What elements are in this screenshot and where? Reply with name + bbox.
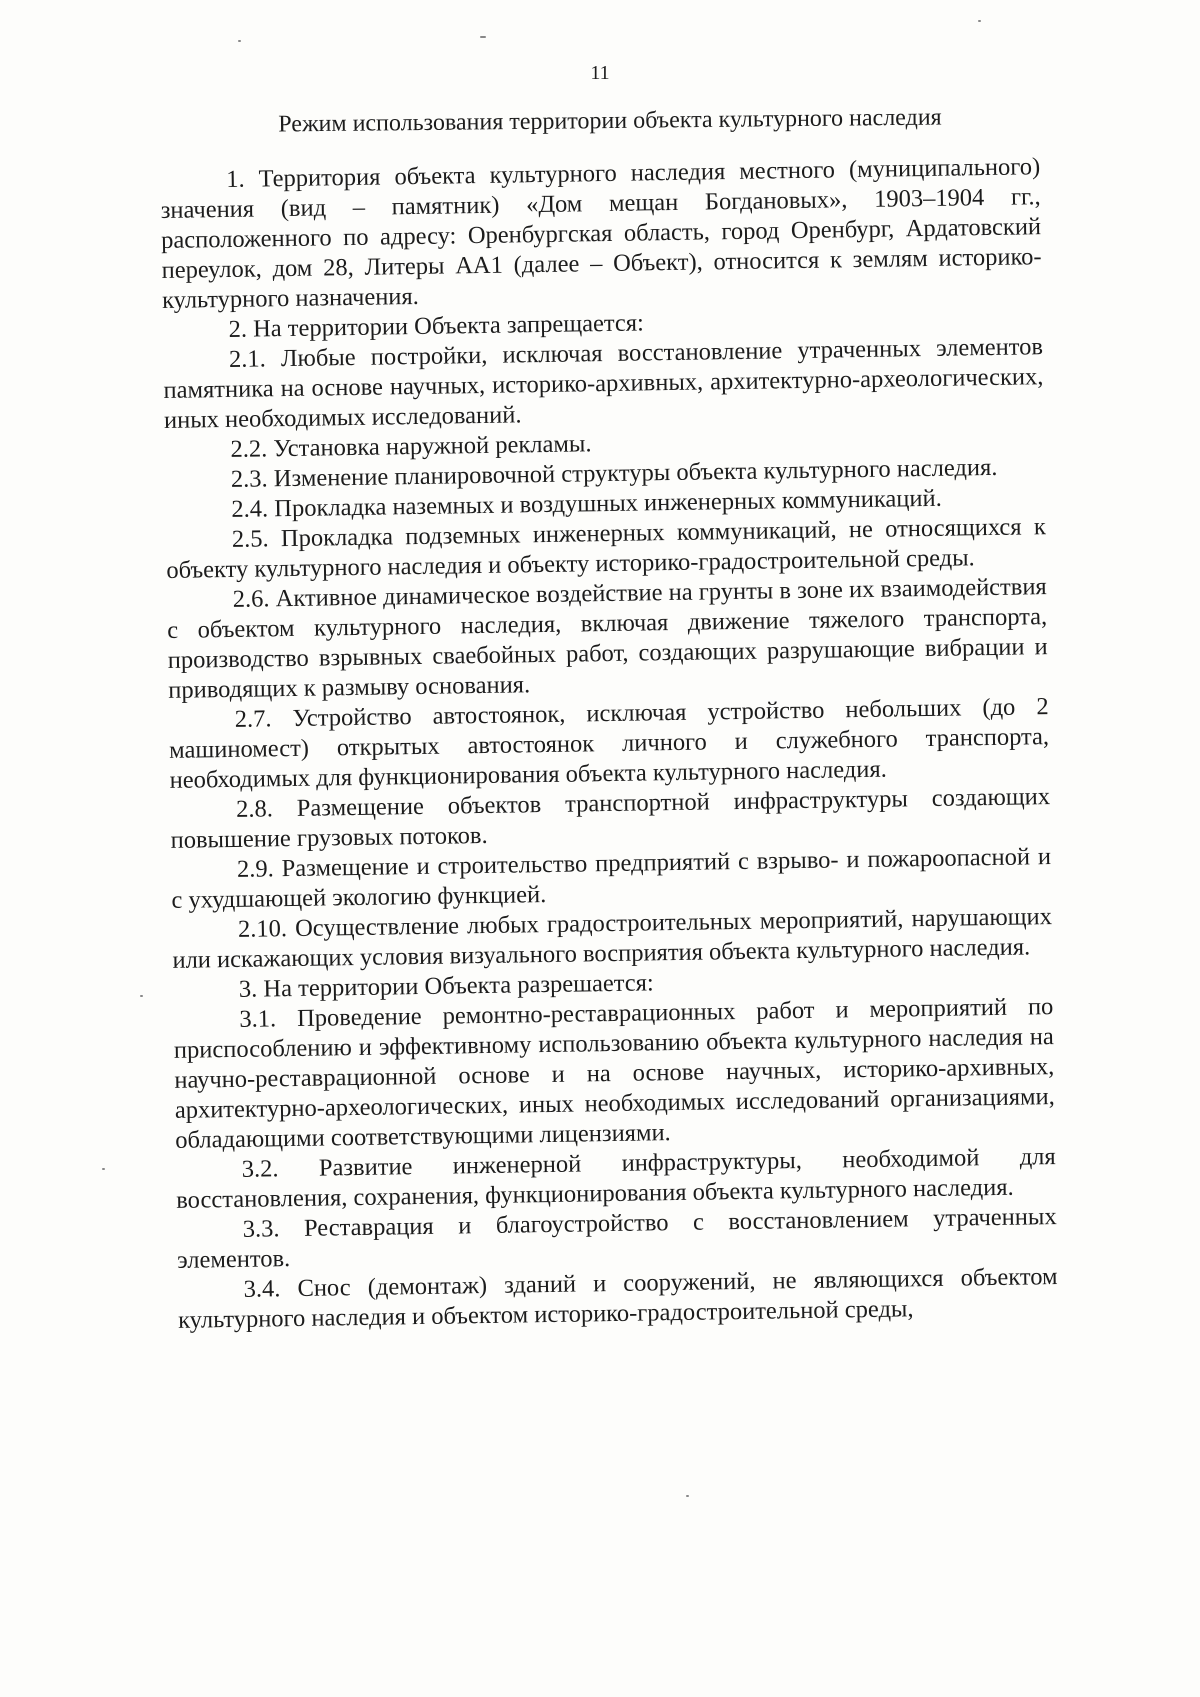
paragraph-2-4: 2.4. Прокладка наземных и воздушных инженерных коммуникаций.: [231, 484, 942, 523]
paragraph-3-1: 3.1. Проведение ремонтно-реставрационных работ и мероприятий по приспособлению и эффективному использованию объекта культурного наследия на научно-реставрационной основе и на основе научных, историко-архивных, архитектурно-археологических, иных необходимых исследований организациями, обладающими соответствующими лицензиями.: [173, 993, 1055, 1154]
scan-speck: [238, 40, 241, 42]
page-number: 11: [590, 62, 610, 84]
paragraph-2-8: 2.8. Размещение объектов транспортной инфраструктуры создающих повышение грузовых потоков.: [170, 783, 1051, 854]
paragraph-2-7: 2.7. Устройство автостоянок, исключая устройство небольших (до 2 машиномест) открытых автостоянок личного и служебного транспорта, необходимых для функционирования объекта культурного наследия.: [168, 693, 1050, 794]
paragraph-3-3: 3.3. Реставрация и благоустройство с восстановлением утраченных элементов.: [176, 1203, 1057, 1274]
scan-speck: [480, 36, 486, 38]
paragraph-2-10: 2.10. Осуществление любых градостроительных мероприятий, нарушающих или искажающих условия визуального восприятия объекта культурного наследия.: [172, 903, 1053, 974]
paragraph-2-3: 2.3. Изменение планировочной структуры объекта культурного наследия.: [230, 453, 998, 493]
scan-speck: [686, 1495, 689, 1497]
paragraph-3: 3. На территории Объекта разрешается:: [238, 969, 654, 1003]
paragraph-2-5: 2.5. Прокладка подземных инженерных коммуникаций, не относящихся к объекту культурного наследия и объекту историко-градостроительной среды.: [166, 513, 1046, 584]
scan-speck: [102, 1168, 105, 1170]
paragraph-1: 1. Территория объекта культурного наследия местного (муниципального) значения (вид – памятник) «Дом мещан Богдановых», 1903–1904 гг., расположенного по адресу: Оренбургская область, город Оренбург, Ардатовский переулок, дом 28, Литеры АА1 (далее – Объект), относится к землям историко-культурного назначения.: [160, 153, 1042, 314]
paragraph-2-1: 2.1. Любые постройки, исключая восстановление утраченных элементов памятника на основе научных, историко-архивных, архитектурно-археологических, иных необходимых исследований.: [163, 333, 1044, 434]
paragraph-3-4: 3.4. Снос (демонтаж) зданий и сооружений, не являющихся объектом культурного наследия и объектом историко-градостроительной среды,: [177, 1263, 1058, 1334]
paragraph-2-6: 2.6. Активное динамическое воздействие на грунты в зоне их взаимодействия с объектом культурного наследия, включая движение тяжелого транспорта, производство взрывных сваебойных работ, создающих разрушающие вибрации и приводящих к размыву основания.: [167, 573, 1048, 704]
scan-speck: [978, 20, 981, 22]
paragraph-2-2: 2.2. Установка наружной рекламы.: [230, 430, 592, 463]
document-body: [160, 152, 1058, 1336]
paragraph-2: 2. На территории Объекта запрещается:: [228, 309, 645, 343]
document-title: Режим использования территории объекта культурного наследия: [278, 104, 942, 138]
scan-speck: [140, 995, 143, 997]
paragraph-2-9: 2.9. Размещение и строительство предприятий с взрыво- и пожароопасной и с ухудшающей экологию функцией.: [171, 843, 1052, 914]
paragraph-3-2: 3.2. Развитие инженерной инфраструктуры, необходимой для восстановления, сохранения, функционирования объекта культурного наследия.: [176, 1143, 1056, 1214]
